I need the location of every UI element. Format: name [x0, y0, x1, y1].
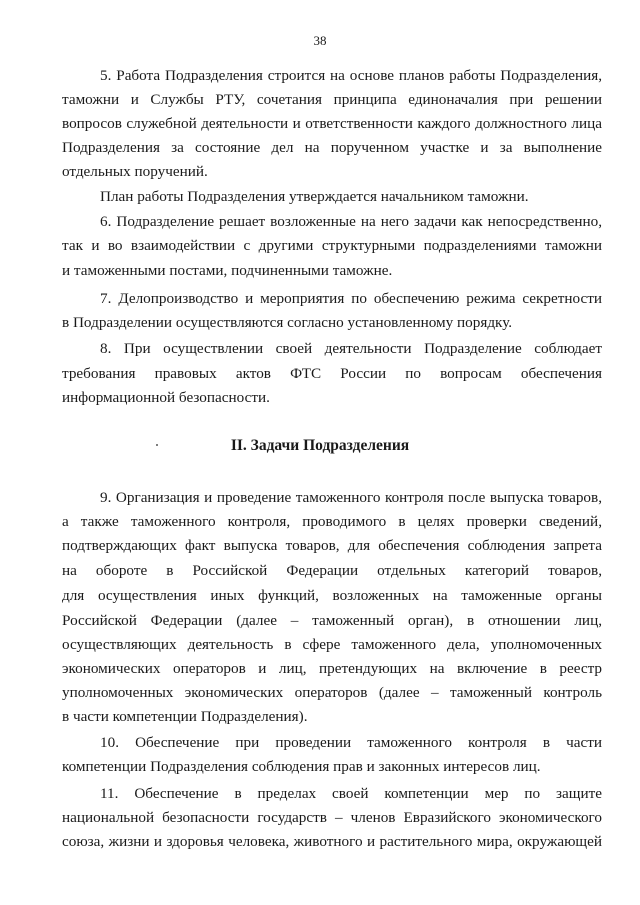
text-line: Подразделения за состояние дел на порученном участке и за выполнение [62, 139, 602, 156]
text-line: национальной безопасности государств – членов Евразийского экономического [62, 809, 602, 826]
text-line: уполномоченных экономических операторов (далее – таможенный контроль [62, 684, 602, 701]
text-line: так и во взаимодействии с другими структурными подразделениями таможни [62, 237, 602, 254]
text-line: 8. При осуществлении своей деятельности Подразделение соблюдает [100, 340, 602, 357]
text-line: таможни и Службы РТУ, сочетания принципа единоначалия при решении [62, 91, 602, 108]
text-line: 10. Обеспечение при проведении таможенного контроля в части [100, 734, 602, 751]
page-number: 38 [313, 33, 327, 48]
text-line: экономических операторов и лиц, претендующих на включение в реестр [62, 660, 602, 677]
section-heading: II. Задачи Подразделения [230, 437, 410, 454]
text-line: в Подразделении осуществляются согласно установленному порядку. [62, 314, 513, 331]
text-line: 11. Обеспечение в пределах своей компетенции мер по защите [100, 785, 602, 802]
text-line: в части компетенции Подразделения). [62, 708, 308, 725]
text-line: подтверждающих факт выпуска товаров, для обеспечения соблюдения запрета [62, 537, 602, 554]
text-line: 9. Организация и проведение таможенного контроля после выпуска товаров, [100, 489, 602, 506]
text-line: осуществляющих деятельность в сфере таможенного дела, уполномоченных [62, 636, 602, 653]
text-line: вопросов служебной деятельности и ответственности каждого должностного лица [62, 115, 602, 132]
text-line: 6. Подразделение решает возложенные на него задачи как непосредственно, [100, 213, 602, 230]
text-line: а также таможенного контроля, проводимого в целях проверки сведений, [62, 513, 602, 530]
text-line: союза, жизни и здоровья человека, животного и растительного мира, окружающей [62, 833, 602, 850]
text-line: информационной безопасности. [62, 389, 270, 406]
text-line: 7. Делопроизводство и мероприятия по обеспечению режима секретности [100, 290, 602, 307]
text-line: План работы Подразделения утверждается начальником таможни. [100, 188, 529, 205]
text-line: компетенции Подразделения соблюдения прав и законных интересов лиц. [62, 758, 541, 775]
text-line: 5. Работа Подразделения строится на основе планов работы Подразделения, [100, 67, 602, 84]
text-line: требования правовых актов ФТС России по вопросам обеспечения [62, 365, 602, 382]
text-line: и таможенными постами, подчиненными таможне. [62, 262, 393, 279]
text-line: отдельных поручений. [62, 163, 208, 180]
text-line: Российской Федерации (далее – таможенный орган), в отношении лиц, [62, 612, 602, 629]
text-line: для осуществления иных функций, возложенных на таможенные органы [62, 587, 602, 604]
text-line: на обороте в Российской Федерации отдельных категорий товаров, [62, 562, 602, 579]
